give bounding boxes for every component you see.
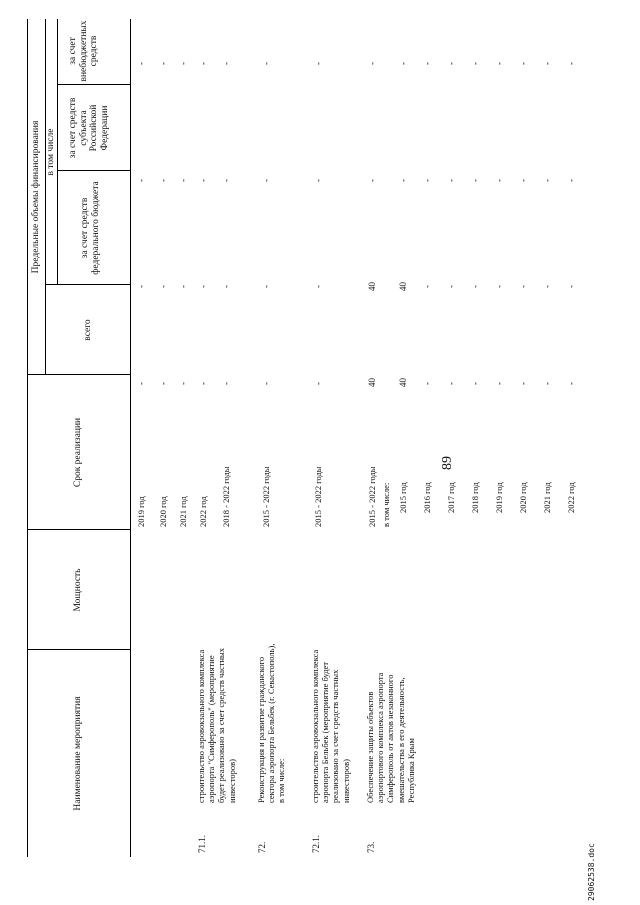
total-cell: - [518, 382, 528, 385]
federal-cell: - [446, 285, 456, 288]
federal-cell: - [158, 285, 168, 288]
total-cell: - [422, 382, 432, 385]
federal-cell: - [178, 285, 188, 288]
federal-cell: 40 [367, 282, 377, 291]
total-cell: - [261, 382, 271, 385]
period-cell: 2018 год [470, 482, 480, 513]
regional-cell: - [221, 179, 231, 182]
total-cell: - [313, 382, 323, 385]
header-bottom-border [130, 19, 131, 857]
regional-cell: - [367, 179, 377, 182]
federal-cell: - [518, 285, 528, 288]
extrabudget-cell: - [158, 62, 168, 65]
item-name: строительство аэровокзального комплекса аэропорта "Симферополь" (мероприятие будет реализовано за счет средств частных инвесторов) [196, 648, 237, 803]
header-total: всего [83, 319, 93, 341]
item-number: 71.1. [197, 835, 207, 853]
extrabudget-cell: - [136, 62, 146, 65]
header-regional: за счет средств субъекта Российской Федерации [68, 97, 110, 159]
federal-cell: - [470, 285, 480, 288]
total-cell: - [158, 382, 168, 385]
sub-label: в том числе: [381, 482, 391, 527]
regional-cell: - [158, 179, 168, 182]
extrabudget-cell: - [367, 62, 377, 65]
extrabudget-cell: - [221, 62, 231, 65]
total-cell: - [542, 382, 552, 385]
extrabudget-cell: - [542, 62, 552, 65]
regional-cell: - [518, 179, 528, 182]
including-divider [57, 19, 58, 285]
federal-cell: - [198, 285, 208, 288]
extrabudget-cell: - [470, 62, 480, 65]
period-cell: 2015 год [398, 482, 408, 513]
regional-cell: - [261, 179, 271, 182]
period-cell: 2016 год [422, 482, 432, 513]
file-name: 29062538.doc [587, 843, 596, 901]
total-cell: 40 [367, 378, 377, 387]
regional-cell: - [470, 179, 480, 182]
period-cell: 2015 - 2022 годы [261, 466, 271, 527]
extrabudget-cell: - [198, 62, 208, 65]
federal-cell: - [566, 285, 576, 288]
regional-cell: - [422, 179, 432, 182]
item-number: 73. [366, 841, 376, 853]
extrabudget-cell: - [422, 62, 432, 65]
period-cell: 2019 год [494, 482, 504, 513]
header-period: Срок реализации [73, 417, 83, 488]
header-extrabudget: за счет внебюджетных средств [68, 20, 99, 82]
period-cell: 2017 год [446, 482, 456, 513]
extrabudget-cell: - [398, 62, 408, 65]
total-cell: - [178, 382, 188, 385]
period-cell: 2019 год [136, 496, 146, 527]
header-including: в том числе [46, 128, 56, 176]
col-divider-regional [57, 84, 130, 85]
period-cell: 2020 год [518, 482, 528, 513]
regional-cell: - [542, 179, 552, 182]
federal-cell: - [422, 285, 432, 288]
total-cell: - [446, 382, 456, 385]
regional-cell: - [446, 179, 456, 182]
period-cell: 2021 год [542, 482, 552, 513]
extrabudget-cell: - [178, 62, 188, 65]
header-federal: за счет средств федерального бюджета [80, 181, 101, 275]
federal-cell: - [136, 285, 146, 288]
item-name: Обеспечение защиты объектов аэропортового комплекса аэропорта Симферополь от актов незаконного вмешательства в его деятельность, Республика Крым [365, 672, 416, 803]
regional-cell: - [398, 179, 408, 182]
table-top-border [27, 19, 28, 857]
federal-cell: - [261, 285, 271, 288]
regional-cell: - [566, 179, 576, 182]
period-cell: 2015 - 2022 годы [313, 466, 323, 527]
extrabudget-cell: - [446, 62, 456, 65]
page-number: 89 [440, 456, 455, 470]
col-divider-federal [57, 170, 130, 171]
total-cell: - [494, 382, 504, 385]
regional-cell: - [313, 179, 323, 182]
federal-cell: - [542, 285, 552, 288]
period-cell: 2015 - 2022 годы [367, 466, 377, 527]
regional-cell: - [494, 179, 504, 182]
period-cell: 2022 год [198, 496, 208, 527]
total-cell: 40 [398, 378, 408, 387]
header-financing: Предельные объемы финансирования [31, 120, 41, 274]
extrabudget-cell: - [261, 62, 271, 65]
header-name: Наименование мероприятия [73, 696, 83, 811]
extrabudget-cell: - [494, 62, 504, 65]
period-cell: 2022 год [566, 482, 576, 513]
item-number: 72.1. [311, 835, 321, 853]
extrabudget-cell: - [518, 62, 528, 65]
item-name: строительство аэровокзального комплекса аэропорта Бельбек (мероприятие будет реализовано за счет средств частных инвесторов) [310, 649, 351, 803]
regional-cell: - [198, 179, 208, 182]
extrabudget-cell: - [313, 62, 323, 65]
total-cell: - [470, 382, 480, 385]
regional-cell: - [178, 179, 188, 182]
total-cell: - [221, 382, 231, 385]
federal-cell: - [494, 285, 504, 288]
federal-cell: - [313, 285, 323, 288]
period-cell: 2020 год [158, 496, 168, 527]
period-cell: 2018 - 2022 годы [221, 466, 231, 527]
federal-cell: 40 [398, 282, 408, 291]
federal-cell: - [221, 285, 231, 288]
total-cell: - [136, 382, 146, 385]
period-cell: 2021 год [178, 496, 188, 527]
total-cell: - [566, 382, 576, 385]
item-name: Реконструкция и развитие гражданского сектора аэропорта Бельбек (г. Севастополь), в том числе: [256, 643, 287, 803]
extrabudget-cell: - [566, 62, 576, 65]
regional-cell: - [136, 179, 146, 182]
total-cell: - [198, 382, 208, 385]
header-capacity: Мощность [73, 568, 83, 612]
item-number: 72. [257, 841, 267, 853]
